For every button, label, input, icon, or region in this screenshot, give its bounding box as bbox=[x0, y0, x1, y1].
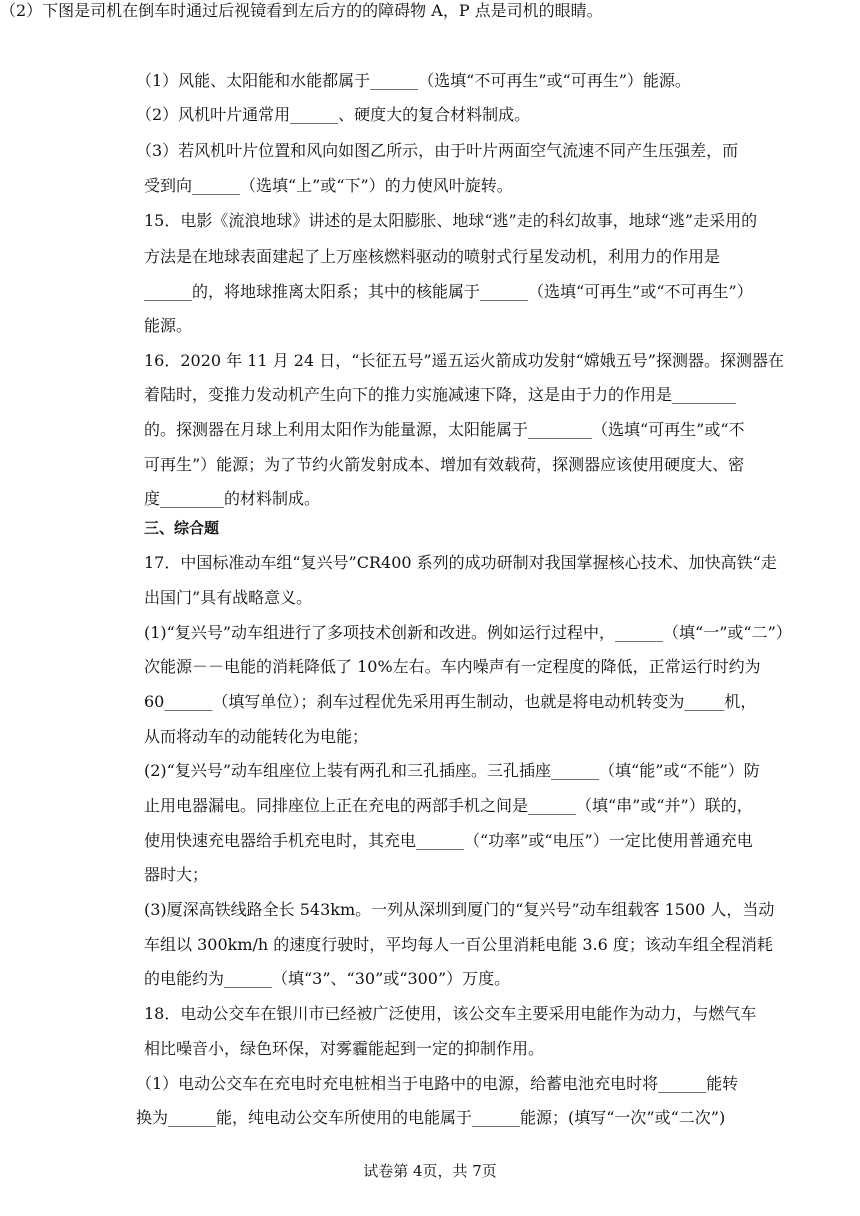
text-line: ______的，将地球推离太阳系；其中的核能属于______（选填“可再生”或“不可再生”） bbox=[144, 282, 753, 301]
text-line: 度________的材料制成。 bbox=[144, 489, 321, 508]
text-line: (2)“复兴号”动车组座位上装有两孔和三孔插座。三孔插座______（填“能”或“不能”）防 bbox=[144, 761, 760, 780]
text-line: 16．2020 年 11 月 24 日，“长征五号”遥五运火箭成功发射“嫦娥五号”探测器。探测器在 bbox=[144, 351, 784, 370]
text-line: 60______（填写单位）；刹车过程优先采用再生制动，也就是将电动机转变为_____机， bbox=[144, 692, 757, 711]
text-line: 着陆时，变推力发动机产生向下的推力实施减速下降，这是由于力的作用是________ bbox=[144, 385, 737, 404]
text-line: 从而将动车的动能转化为电能； bbox=[144, 727, 369, 746]
text-line: 能源。 bbox=[144, 316, 193, 335]
text-line: 15．电影《流浪地球》讲述的是太阳膨胀、地球“逃”走的科幻故事，地球“逃”走采用的 bbox=[144, 211, 758, 230]
text-line: （2）风机叶片通常用______、硬度大的复合材料制成。 bbox=[136, 105, 531, 124]
section-heading: 三、综合题 bbox=[144, 519, 220, 537]
page-footer: 试卷第 4页，共 7页 bbox=[363, 1162, 497, 1180]
text-line: 车组以 300km/h 的速度行驶时，平均每人一百公里消耗电能 3.6 度；该动车组全程消耗 bbox=[144, 935, 773, 954]
text-line: （3）若风机叶片位置和风向如图乙所示，由于叶片两面空气流速不同产生压强差，而 bbox=[136, 141, 739, 160]
text-line: 止用电器漏电。同排座位上正在充电的两部手机之间是______（填“串”或“并”）联的， bbox=[144, 796, 753, 815]
text-line: 18．电动公交车在银川市已经被广泛使用，该公交车主要采用电能作为动力，与燃气车 bbox=[144, 1004, 757, 1023]
text-line: 器时大； bbox=[144, 865, 209, 884]
text-line: 可再生”）能源；为了节约火箭发射成本、增加有效载荷，探测器应该使用硬度大、密 bbox=[144, 455, 745, 474]
text-line: （1）风能、太阳能和水能都属于______（选填“不可再生”或“可再生”）能源。 bbox=[136, 71, 691, 90]
text-line: 换为______能，纯电动公交车所使用的电能属于______能源；(填写“一次”或“二次”) bbox=[136, 1108, 726, 1127]
text-line: 使用快速充电器给手机充电时，其充电______（“功率”或“电压”）一定比使用普通充电 bbox=[144, 831, 753, 850]
text-line: (3)厦深高铁线路全长 543km。一列从深圳到厦门的“复兴号”动车组载客 1500 人，当动 bbox=[144, 900, 775, 919]
text-line: 次能源－－电能的消耗降低了 10%左右。车内噪声有一定程度的降低，正常运行时约为 bbox=[144, 657, 761, 676]
text-line: 方法是在地球表面建起了上万座核燃料驱动的喷射式行星发动机，利用力的作用是 bbox=[144, 247, 721, 266]
text-line: (1)“复兴号”动车组进行了多项技术创新和改进。例如运行过程中，______（填“一”或“二”） bbox=[144, 623, 792, 642]
text-line: 的电能约为______（填“3”、“30”或“300”）万度。 bbox=[144, 969, 511, 988]
text-line: 的。探测器在月球上利用太阳作为能量源，太阳能属于________（选填“可再生”或“不 bbox=[144, 420, 745, 439]
text-line: （2）下图是司机在倒车时通过后视镜看到左后方的的障碍物 A，P 点是司机的眼睛。 bbox=[0, 1, 603, 20]
text-line: 相比噪音小，绿色环保，对雾霾能起到一定的抑制作用。 bbox=[144, 1039, 545, 1058]
text-line: 出国门”具有战略意义。 bbox=[144, 588, 313, 607]
text-line: （1）电动公交车在充电时充电桩相当于电路中的电源，给蓄电池充电时将______能转 bbox=[136, 1074, 739, 1093]
text-line: 受到向______（选填“上”或“下”）的力使风叶旋转。 bbox=[144, 176, 513, 195]
text-line: 17．中国标准动车组“复兴号”CR400 系列的成功研制对我国掌握核心技术、加快高铁“走 bbox=[144, 553, 777, 572]
